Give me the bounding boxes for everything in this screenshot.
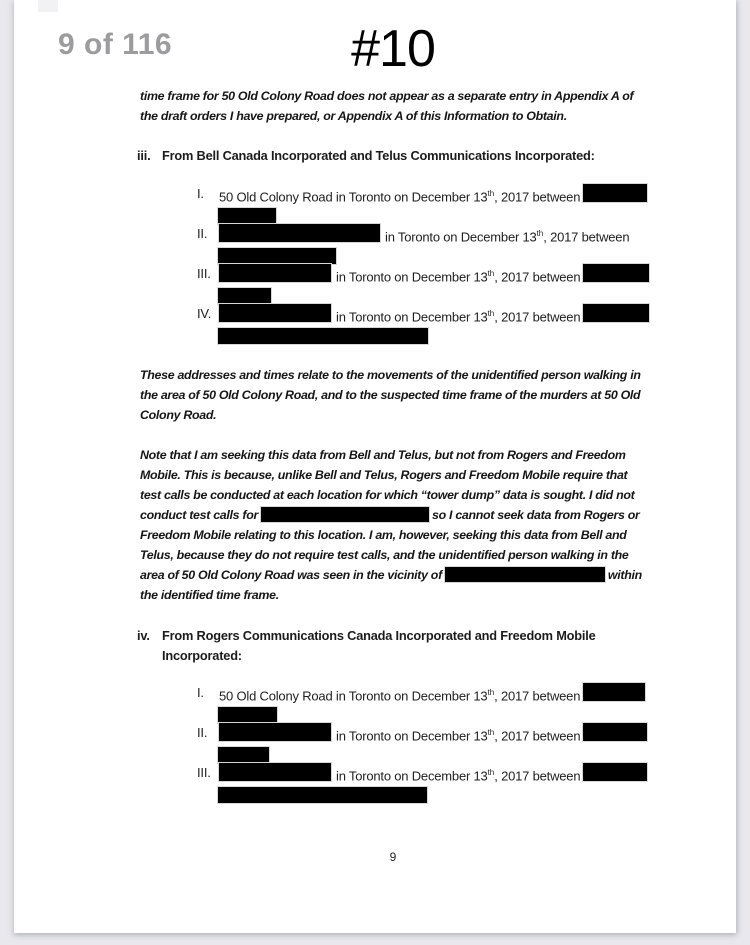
ordinal-suffix: th — [487, 269, 495, 278]
page-edge-artifact — [38, 0, 58, 12]
section-heading-rogers-freedom — [137, 626, 649, 666]
ordinal-suffix: th — [536, 229, 544, 238]
list-item-text: , 2017 between — [543, 229, 630, 245]
list-item-numeral: III. — [197, 266, 211, 281]
redaction-box — [583, 304, 649, 322]
list-item-text: in Toronto on December 13 — [336, 768, 488, 784]
list-item-numeral: I. — [197, 186, 204, 201]
list-item-numeral: III. — [197, 765, 211, 780]
list-item-line1 — [137, 723, 649, 745]
list-item-text: in Toronto on December 13 — [336, 728, 488, 744]
note-text-2: so I cannot seek data from Rogers or Freedom Mobile relating to this location. I am, however, seeking this data from Bell and Telus, because they do not require test calls, and the unidentified person walking in the area of 50 Old Colony Road was seen in the vicinity of — [140, 508, 640, 582]
redaction-box — [219, 763, 331, 781]
paragraph-note — [140, 445, 649, 605]
list-item-numeral: II. — [197, 226, 208, 241]
list-rogers-freedom — [137, 683, 649, 803]
list-bell-telus — [137, 184, 649, 344]
list-item — [137, 723, 649, 763]
list-item-text: , 2017 between — [494, 688, 581, 704]
redaction-box — [218, 208, 276, 224]
list-item — [137, 224, 649, 264]
list-item-numeral: IV. — [197, 306, 212, 321]
list-item-text: , 2017 between — [494, 309, 581, 325]
list-item-text: , 2017 between — [494, 269, 581, 285]
section-marker: iv. — [137, 628, 150, 643]
paragraph-intro: time frame for 50 Old Colony Road does not appear as a separate entry in Appendix A of the draft orders I have prepared, or Appendix A of this Information to Obtain. — [140, 89, 634, 123]
section-heading-bell-telus — [137, 147, 649, 165]
list-item-numeral: II. — [197, 725, 208, 740]
document-page — [14, 0, 736, 933]
list-item — [137, 304, 649, 344]
list-item-text: 50 Old Colony Road in Toronto on December 13 — [219, 688, 488, 704]
ordinal-suffix: th — [487, 728, 495, 737]
list-item-line1 — [137, 763, 649, 785]
list-item-text: , 2017 between — [494, 189, 581, 205]
page-indicator: 9 of 116 — [58, 28, 173, 61]
list-item-line2 — [137, 328, 649, 346]
redaction-box — [218, 747, 269, 763]
exhibit-number: #10 — [351, 20, 435, 78]
section-title: From Rogers Communications Canada Incorporated and Freedom Mobile Incorporated: — [162, 628, 596, 663]
ordinal-suffix: th — [487, 688, 495, 697]
list-item-line1 — [137, 224, 649, 246]
list-item — [137, 683, 649, 723]
redaction-box — [261, 507, 429, 522]
redaction-box — [218, 787, 427, 803]
redaction-box — [583, 723, 647, 741]
note-text-3: within the identified time frame. — [140, 568, 642, 602]
list-item-line1 — [137, 304, 649, 326]
redaction-box — [219, 723, 331, 741]
note-text-1: Note that I am seeking this data from Bell and Telus, but not from Rogers and Freedom Mobile. This is because, unlike Bell and Telus, Rogers and Freedom Mobile require that test calls be conducted at each location for which “tower dump” data is sought. I did not conduct test calls for — [140, 448, 635, 522]
list-item-text: , 2017 between — [494, 768, 581, 784]
list-item-text: in Toronto on December 13 — [336, 309, 488, 325]
list-item-text: in Toronto on December 13 — [385, 229, 537, 245]
list-item-line1 — [137, 184, 649, 206]
list-item-numeral: I. — [197, 685, 204, 700]
redaction-box — [219, 264, 331, 282]
list-item-text: 50 Old Colony Road in Toronto on December 13 — [219, 189, 488, 205]
list-item-line2 — [137, 787, 649, 805]
ordinal-suffix: th — [487, 189, 495, 198]
paragraph-movements: These addresses and times relate to the movements of the unidentified person walking in the area of 50 Old Colony Road, and to the suspected time frame of the murders at 50 Old Colony Road. — [140, 368, 641, 422]
list-item-line1 — [137, 264, 649, 286]
section-marker: iii. — [137, 148, 151, 163]
redaction-box — [219, 304, 331, 322]
redaction-box — [583, 763, 647, 781]
section-title: From Bell Canada Incorporated and Telus Communications Incorporated: — [162, 148, 595, 163]
list-item — [137, 763, 649, 803]
redaction-box — [218, 328, 428, 344]
redaction-box — [583, 264, 649, 282]
redaction-box — [583, 683, 645, 701]
exhibit-number-wrap — [137, 20, 649, 78]
list-item — [137, 264, 649, 304]
page-footer-number: 9 — [389, 850, 397, 864]
redaction-box — [218, 707, 277, 723]
redaction-box — [583, 184, 647, 202]
document-content — [137, 86, 649, 803]
redaction-box — [219, 224, 380, 242]
redaction-box — [218, 288, 271, 304]
list-item-text: , 2017 between — [494, 728, 581, 744]
ordinal-suffix: th — [487, 768, 495, 777]
ordinal-suffix: th — [487, 309, 495, 318]
redaction-box — [218, 248, 336, 264]
list-item — [137, 184, 649, 224]
list-item-text: in Toronto on December 13 — [336, 269, 488, 285]
redaction-box — [445, 567, 605, 582]
list-item-line1 — [137, 683, 649, 705]
